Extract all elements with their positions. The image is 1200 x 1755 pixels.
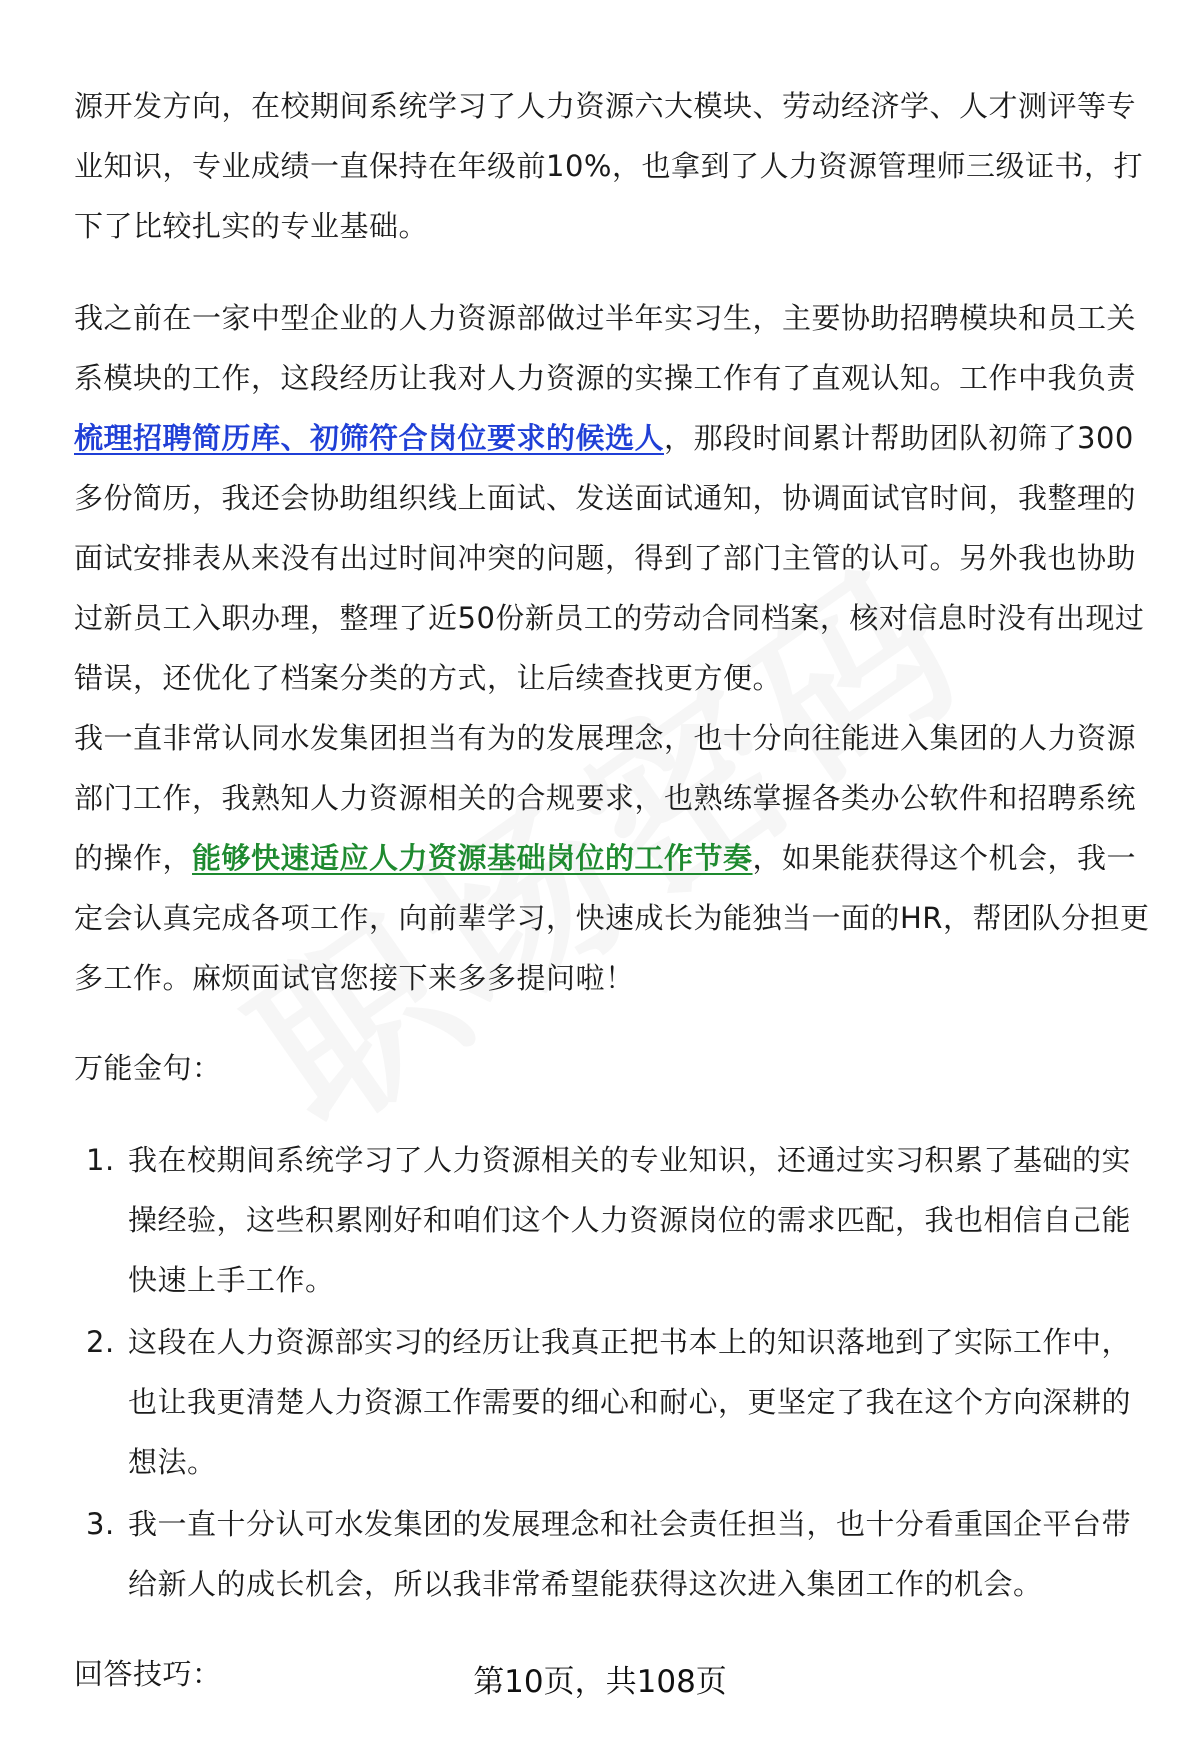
list-item [74, 1130, 1150, 1310]
motivation-text-before: 我一直非常认同水发集团担当有为的发展理念，也十分向往能进入集团的人力资源部门工作，我熟知人力资源相关的合规要求，也熟练掌握各类办公软件和招聘系统的操作， [74, 721, 1137, 875]
list-item-text: 我在校期间系统学习了人力资源相关的专业知识，还通过实习积累了基础的实操经验，这些积累刚好和咱们这个人力资源岗位的需求匹配，我也相信自己能快速上手工作。 [128, 1143, 1132, 1297]
list-item [74, 1312, 1150, 1492]
highlight-screening: 梳理招聘简历库、初筛符合岗位要求的候选人 [74, 421, 665, 455]
paragraph-internship [74, 288, 1150, 708]
paragraph-motivation [74, 708, 1150, 1008]
golden-sentences-list [74, 1130, 1150, 1614]
page-number: 第10页，共108页 [473, 1664, 727, 1700]
highlight-adapt: 能够快速适应人力资源基础岗位的工作节奏 [192, 841, 753, 875]
motivation-text-after: ，如果能获得这个机会，我一定会认真完成各项工作，向前辈学习，快速成长为能独当一面的HR，帮团队分担更多工作。麻烦面试官您接下来多多提问啦！ [74, 841, 1150, 995]
list-number: 2. [86, 1325, 115, 1359]
answer-tips-heading: 回答技巧： [74, 1657, 222, 1691]
golden-sentences-heading: 万能金句： [74, 1051, 222, 1085]
internship-text-before: 我之前在一家中型企业的人力资源部做过半年实习生，主要协助招聘模块和员工关系模块的工作，这段经历让我对人力资源的实操工作有了直观认知。工作中我负责 [74, 301, 1137, 395]
list-number: 1. [86, 1143, 115, 1177]
paragraph-education: 源开发方向，在校期间系统学习了人力资源六大模块、劳动经济学、人才测评等专业知识，专业成绩一直保持在年级前10%，也拿到了人力资源管理师三级证书，打下了比较扎实的专业基础。 [74, 89, 1143, 243]
list-item-text: 这段在人力资源部实习的经历让我真正把书本上的知识落地到了实际工作中，也让我更清楚人力资源工作需要的细心和耐心，更坚定了我在这个方向深耕的想法。 [128, 1325, 1132, 1479]
list-item [74, 1494, 1150, 1614]
list-item-text: 我一直十分认可水发集团的发展理念和社会责任担当，也十分看重国企平台带给新人的成长机会，所以我非常希望能获得这次进入集团工作的机会。 [128, 1507, 1132, 1601]
document-body [74, 76, 1150, 1704]
list-number: 3. [86, 1507, 115, 1541]
internship-text-after: ，那段时间累计帮助团队初筛了300多份简历，我还会协助组织线上面试、发送面试通知，协调面试官时间，我整理的面试安排表从来没有出过时间冲突的问题，得到了部门主管的认可。另外我也协助过新员工入职办理，整理了近50份新员工的劳动合同档案，核对信息时没有出现过错误，还优化了档案分类的方式，让后续查找更方便。 [74, 421, 1145, 695]
